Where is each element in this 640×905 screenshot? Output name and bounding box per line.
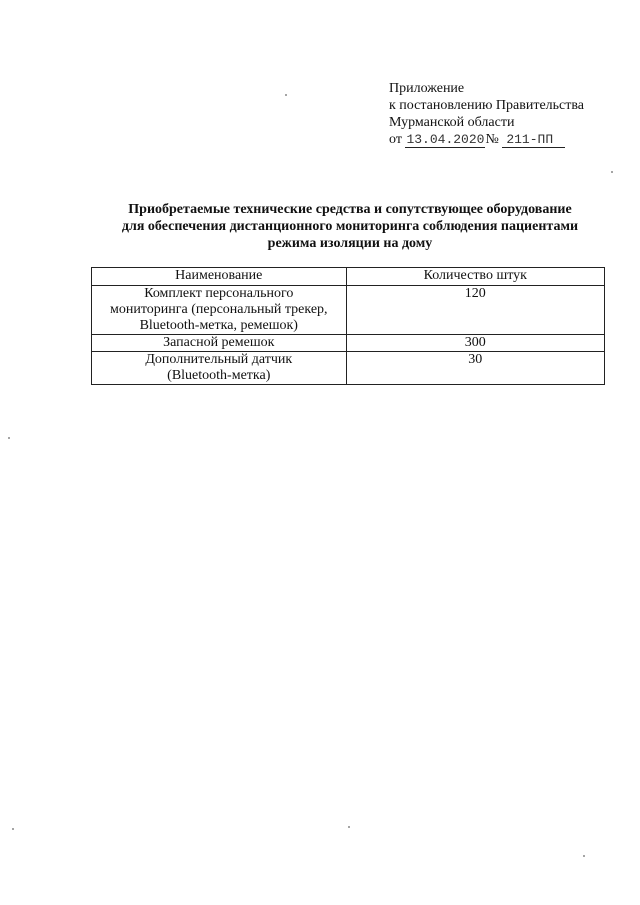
resolution-date: 13.04.2020 bbox=[406, 132, 485, 147]
resolution-number: 211-ПП bbox=[502, 133, 565, 148]
number-label: № bbox=[485, 132, 499, 147]
title-line-3: режима изоляции на дому bbox=[267, 236, 433, 251]
scan-speck bbox=[12, 828, 14, 830]
table-row bbox=[92, 335, 605, 352]
row-qty-cell: 30 bbox=[346, 352, 604, 385]
row-name-cell bbox=[92, 335, 347, 352]
equipment-table bbox=[91, 267, 605, 385]
header-name: Наименование bbox=[92, 268, 347, 286]
scan-speck bbox=[583, 855, 585, 857]
title-line-1: Приобретаемые технические средства и сопутствующее оборудование bbox=[128, 202, 572, 217]
table-header-row bbox=[92, 268, 605, 286]
title-line-2: для обеспечения дистанционного мониторинга соблюдения пациентами bbox=[121, 219, 579, 234]
row-name-line: Дополнительный датчик bbox=[145, 352, 293, 367]
table-row bbox=[92, 286, 605, 335]
scan-speck bbox=[285, 94, 287, 96]
row-qty-cell: 300 bbox=[346, 335, 604, 352]
row-name-line: (Bluetooth-метка) bbox=[167, 368, 271, 383]
appendix-header bbox=[389, 80, 629, 148]
row-name-cell bbox=[92, 352, 347, 385]
from-label: от bbox=[389, 132, 402, 147]
row-qty-cell: 120 bbox=[346, 286, 604, 335]
appendix-region-line: Мурманской области bbox=[389, 115, 515, 130]
document-title bbox=[96, 201, 604, 252]
appendix-resolution-line: к постановлению Правительства bbox=[389, 98, 585, 113]
scan-speck bbox=[611, 171, 613, 173]
scan-speck bbox=[8, 437, 10, 439]
row-name-line: мониторинга (персональный трекер, bbox=[109, 302, 328, 317]
row-name-line: Комплект персонального bbox=[144, 286, 294, 301]
table-row bbox=[92, 352, 605, 385]
header-quantity: Количество штук bbox=[346, 268, 604, 286]
row-name-line: Bluetooth-метка, ремешок) bbox=[139, 318, 298, 333]
row-name-cell bbox=[92, 286, 347, 335]
row-name-line: Запасной ремешок bbox=[163, 335, 275, 350]
appendix-date-number-line bbox=[389, 131, 629, 148]
appendix-label: Приложение bbox=[389, 81, 465, 96]
scan-speck bbox=[348, 826, 350, 828]
